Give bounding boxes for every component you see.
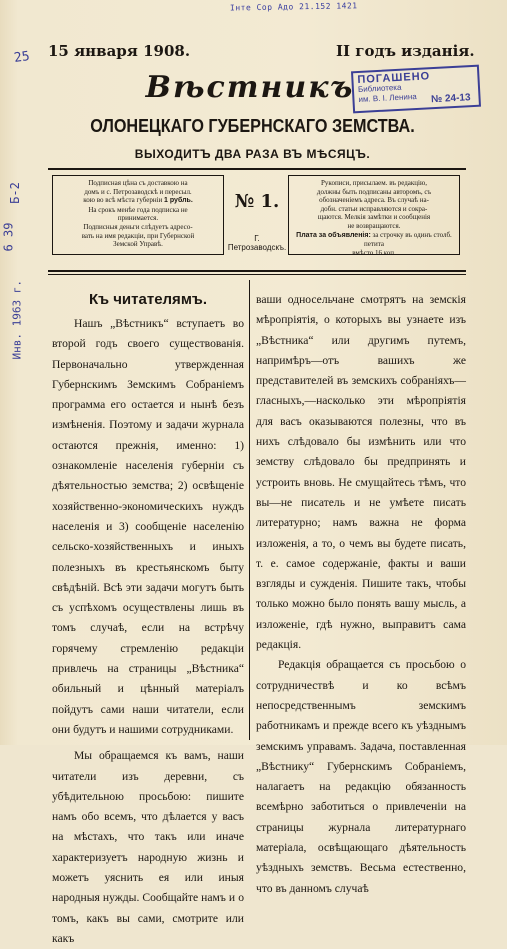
library-stamp-name: им. В. І. Ленина: [358, 91, 417, 105]
article-title: Къ читателямъ.: [88, 291, 208, 308]
editorial-info-box: [288, 175, 460, 255]
article-paragraph: Мы обращаемся къ вамъ, наши читатели изъ деревни, съ убѣдительною просьбою: пишите намъ обо всемъ, что дѣлается у васъ на мѣстахъ, что такъ или иначе характеризуетъ народную жизнь и можетъ уяснить ея или иныя народныя нужды. Сообщайте намъ и о томъ, какъ вы сами, смотрите или какъ: [52, 749, 244, 945]
library-stamp-library: Библиотека: [357, 82, 402, 95]
editorial-line: обозначеніемъ адреса. Въ случаѣ на-: [319, 196, 429, 205]
library-register-stamp: Інте Сор Адо 21.152 1421: [229, 1, 358, 13]
margin-note-code: Б-2: [7, 182, 22, 204]
subscription-line: вать на имя редакціи, при Губернской: [81, 231, 195, 240]
article-paragraph: ваши односельчане смотрятъ на земскія мѣропріятія, о которыхъ вы узнаете изъ „Вѣстника“ или другимъ путемъ, напримѣръ—отъ вашихъ же представителей въ земскихъ собраніяхъ—гласныхъ,—насколько эти мѣропріятія для васъ оказываются полезны, что въ нихъ слѣдовало бы измѣнить или что земству слѣдовало бы предпринять и устроить вновь. Не смущайтесь тѣмъ, что вы—не писатель и не умѣете писать литературно; намъ важна не форма изложенія, а то, о чемъ вы будете писать, т. е. самое содержаніе, факты и ваши взгляды и сужденія. Пишите такъ, чтобы только можно было понять вашу мысль, а изложеніе, гдѣ нужно, выправитъ сама редакція.: [256, 293, 466, 652]
article-column-left: [52, 314, 244, 949]
header-rule: [48, 168, 466, 170]
subscription-line: домъ и с. Петрозаводскѣ и пересыл.: [84, 187, 192, 196]
editorial-text: за строчку въ одинъ столб. петита: [364, 230, 452, 249]
ad-price-label: Плата за объявленія:: [296, 231, 371, 239]
editorial-line: Рукописи, присылаем. въ редакцію,: [321, 179, 427, 187]
library-stamp-cancelled: ПОГАШЕНО: [357, 70, 431, 87]
editorial-line: щаются. Мелкія замѣтки и сообщенія: [317, 213, 431, 222]
editorial-line: [293, 231, 455, 249]
publication-frequency: ВЫХОДИТЪ ДВА РАЗА ВЪ МѢСЯЦЪ.: [134, 147, 371, 161]
editorial-line: должны быть подписаны авторомъ, съ: [316, 187, 432, 196]
subscription-info-box: [52, 175, 224, 255]
article-paragraph: Редакція обращается съ просьбою о сотрудничествѣ и ко всѣмъ непосредственнымъ земскимъ работникамъ и прежде всего къ уѣзднымъ земскимъ управамъ. Задача, поставленная „Вѣстнику“ Губернскимъ Собраніемъ, налагаетъ на редакцію обязанность всемѣрно заботиться о привлеченіи на страницы журнала литературнаго матеріала, освѣщающаго дѣятельность уѣздныхъ земствъ. Весьма естественно, что въ данномъ случаѣ: [256, 658, 466, 895]
editorial-line: добн. статьи исправляются и сокра-: [320, 204, 428, 213]
library-stamp-number: № 24-13: [430, 92, 471, 106]
header-bottom-rule-thin: [48, 274, 466, 275]
subscription-line: [57, 196, 219, 206]
subscription-line: принимается.: [117, 214, 159, 223]
subscription-text: кою во всѣ мѣста губерніи: [83, 196, 163, 205]
editorial-line: не возвращаются.: [347, 221, 401, 230]
masthead-title: Вѣстникъ: [145, 70, 355, 105]
issue-date: 15 января 1908.: [48, 42, 191, 60]
subscription-line: Подписная цѣна съ доставкою на: [88, 179, 188, 187]
margin-note-inventory: Инв. 1963 г.: [10, 280, 24, 360]
issue-number: № 1.: [234, 191, 280, 212]
subscription-line: Подписныя деньги слѣдуетъ адресо-: [83, 222, 193, 231]
margin-note-top-left: 25: [13, 48, 31, 67]
column-divider: [249, 280, 250, 740]
header-bottom-rule: [48, 270, 466, 272]
margin-note-number: 6 39: [1, 222, 16, 252]
publication-place: Г. Петрозаводскъ.: [227, 234, 287, 252]
publication-year: II годъ изданія.: [336, 42, 475, 60]
subscription-line: Земской Управѣ.: [113, 240, 163, 249]
article-paragraph: Нашъ „Вѣстникъ“ вступаетъ во второй годъ своего существованія. Первоначально утвержденная Губернскимъ Земскимъ Собраніемъ программа его остается и нынѣ безъ измѣненія. Поэтому и задачи журнала остаются прежнія, именно: 1) ознакомленіе населенія губерніи съ дѣятельностью земства; 2) освѣщеніе хозяйственно-экономическихъ нуждъ населенія и 3) сообщеніе населенію сельско-хозяйственныхъ и иныхъ полезныхъ въ крестьянскомъ быту свѣдѣній. Всѣ эти задачи могутъ быть съ успѣхомъ осуществлены лишь въ томъ случаѣ, если на встрѣчу горячему стремленію редакціи привлечь на страницы „Вѣстника“ обильный и цѣнный матеріалъ пойдутъ сами наши читатели, если они будутъ и нашими сотрудниками.: [52, 317, 244, 736]
editorial-line: вмѣсто 16 коп.: [352, 248, 396, 257]
subscription-price: 1 рубль.: [164, 197, 193, 205]
masthead-subtitle: ОЛОНЕЦКАГО ГУБЕРНСКАГО ЗЕМСТВА.: [90, 116, 415, 136]
article-column-right: [256, 290, 466, 899]
subscription-line: На срокъ менѣе года подписка не: [88, 205, 188, 214]
